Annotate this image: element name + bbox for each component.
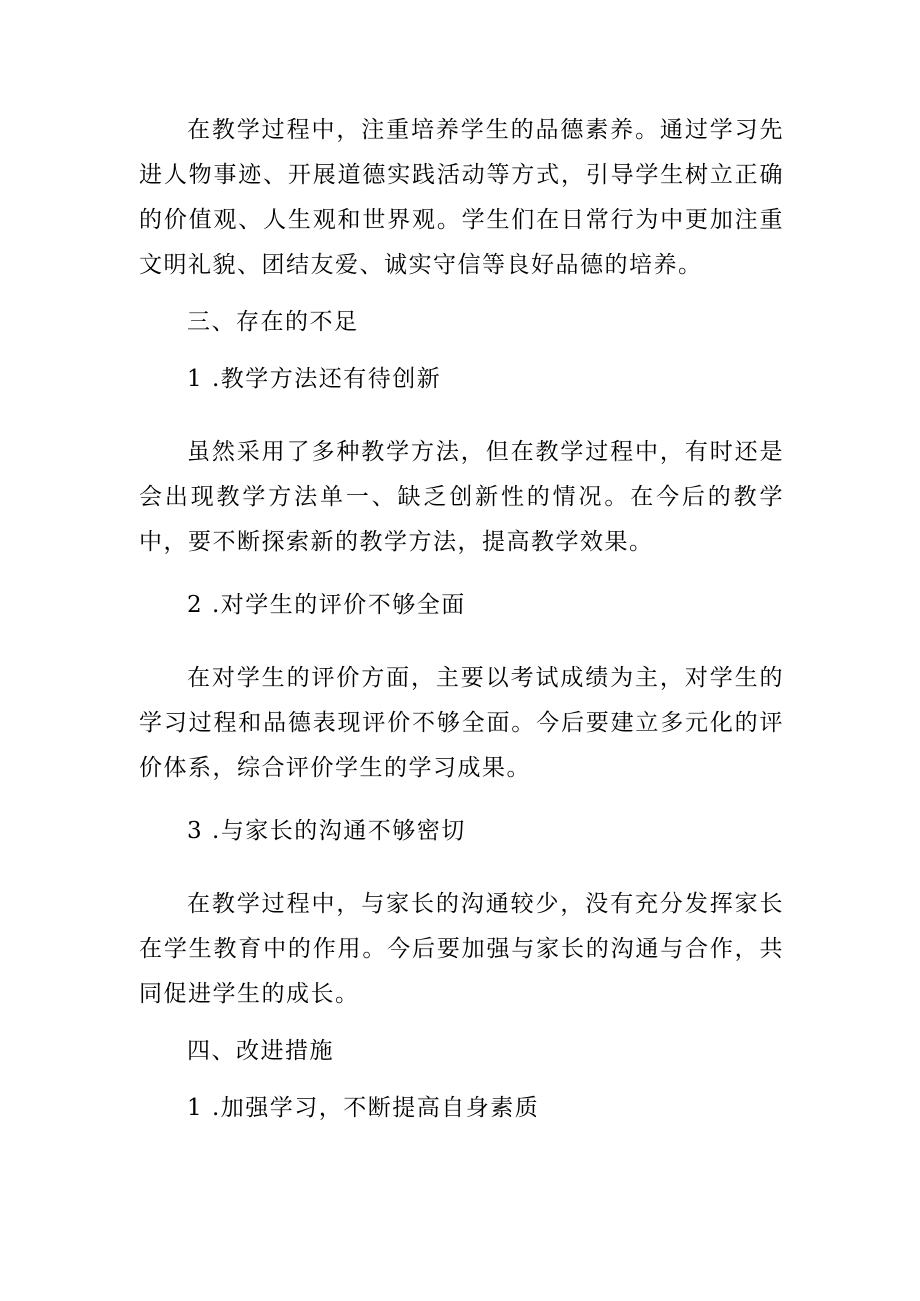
item-heading-teaching-methods: 1 .教学方法还有待创新 bbox=[187, 366, 442, 392]
item-heading-parent-communication: 3 .与家长的沟通不够密切 bbox=[187, 818, 466, 844]
item-heading-student-evaluation: 2 .对学生的评价不够全面 bbox=[187, 592, 466, 618]
section-heading-improvements: 四、改进措施 bbox=[187, 1038, 334, 1064]
spacer bbox=[139, 854, 784, 882]
spacer bbox=[139, 402, 784, 430]
spacer bbox=[139, 1017, 784, 1029]
section-heading-shortcomings: 三、存在的不足 bbox=[187, 309, 359, 335]
paragraph-student-evaluation: 在对学生的评价方面，主要以考试成绩为主，对学生的学习过程和品德表现评价不够全面。今后要建立多元化的评价体系，综合评价学生的学习成果。 bbox=[139, 665, 784, 781]
spacer bbox=[139, 791, 784, 809]
spacer bbox=[139, 628, 784, 656]
spacer bbox=[139, 345, 784, 357]
paragraph-parent-communication: 在教学过程中，与家长的沟通较少，没有充分发挥家长在学生教育中的作用。今后要加强与家长的沟通与合作，共同促进学生的成长。 bbox=[139, 891, 784, 1007]
paragraph-moral-education: 在教学过程中，注重培养学生的品德素养。通过学习先进人物事迹、开展道德实践活动等方式，引导学生树立正确的价值观、人生观和世界观。学生们在日常行为中更加注重文明礼貌、团结友爱、诚实守信等良好品德的培养。 bbox=[139, 117, 784, 278]
item-heading-strengthen-learning: 1 .加强学习，不断提高自身素质 bbox=[187, 1095, 540, 1121]
document-body bbox=[139, 108, 784, 1131]
spacer bbox=[139, 288, 784, 300]
spacer bbox=[139, 565, 784, 583]
spacer bbox=[139, 1074, 784, 1086]
paragraph-teaching-methods: 虽然采用了多种教学方法，但在教学过程中，有时还是会出现教学方法单一、缺乏创新性的情况。在今后的教学中，要不断探索新的教学方法，提高教学效果。 bbox=[139, 439, 784, 555]
